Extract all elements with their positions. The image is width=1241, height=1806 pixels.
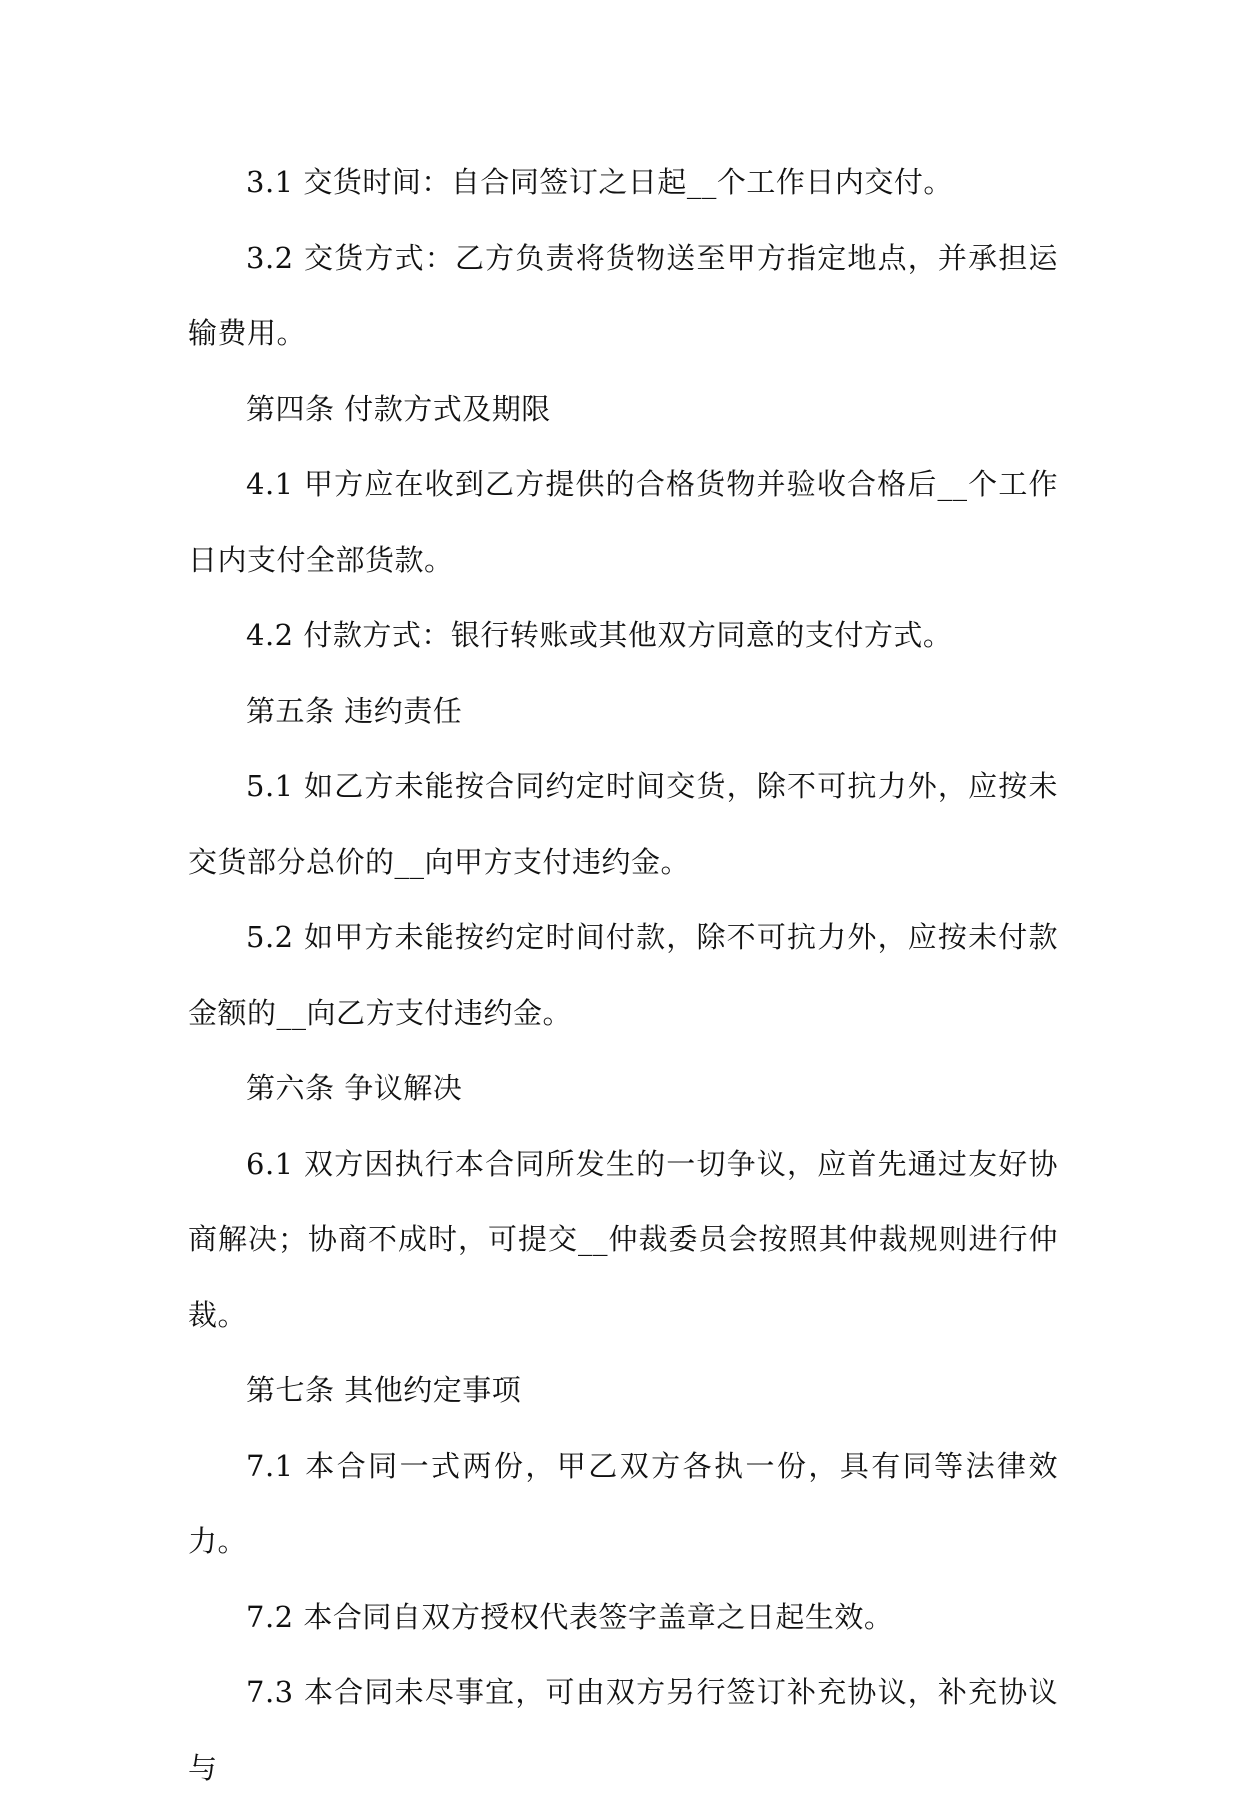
article-6-heading: 第六条 争议解决 (246, 1071, 463, 1105)
clause-4-1: 4.1 甲方应在收到乙方提供的合格货物并验收合格后__个工作日内支付全部货款。 (188, 467, 1058, 577)
clause-7-3: 7.3 本合同未尽事宜，可由双方另行签订补充协议，补充协议与 (188, 1675, 1058, 1785)
article-5-heading: 第五条 违约责任 (246, 693, 463, 728)
clause-5-1: 5.1 如乙方未能按合同约定时间交货，除不可抗力外，应按未交货部分总价的__向甲方支付违约金。 (188, 769, 1058, 879)
clause-3-2: 3.2 交货方式：乙方负责将货物送至甲方指定地点，并承担运输费用。 (188, 240, 1058, 350)
clause-4-2: 4.2 付款方式：银行转账或其他双方同意的支付方式。 (246, 618, 953, 652)
clause-5-2: 5.2 如甲方未能按约定时间付款，除不可抗力外，应按未付款金额的__向乙方支付违约金。 (188, 920, 1058, 1030)
clause-7-1: 7.1 本合同一式两份，甲乙双方各执一份，具有同等法律效力。 (188, 1448, 1058, 1558)
article-7-heading: 第七条 其他约定事项 (246, 1373, 522, 1407)
article-4-heading: 第四条 付款方式及期限 (246, 391, 551, 426)
clause-6-1: 6.1 双方因执行本合同所发生的一切争议，应首先通过友好协商解决；协商不成时，可提交__仲裁委员会按照其仲裁规则进行仲裁。 (188, 1146, 1058, 1332)
contract-body (188, 145, 1058, 1806)
clause-3-1: 3.1 交货时间：自合同签订之日起__个工作日内交付。 (246, 165, 953, 199)
clause-7-2: 7.2 本合同自双方授权代表签字盖章之日起生效。 (246, 1599, 894, 1634)
